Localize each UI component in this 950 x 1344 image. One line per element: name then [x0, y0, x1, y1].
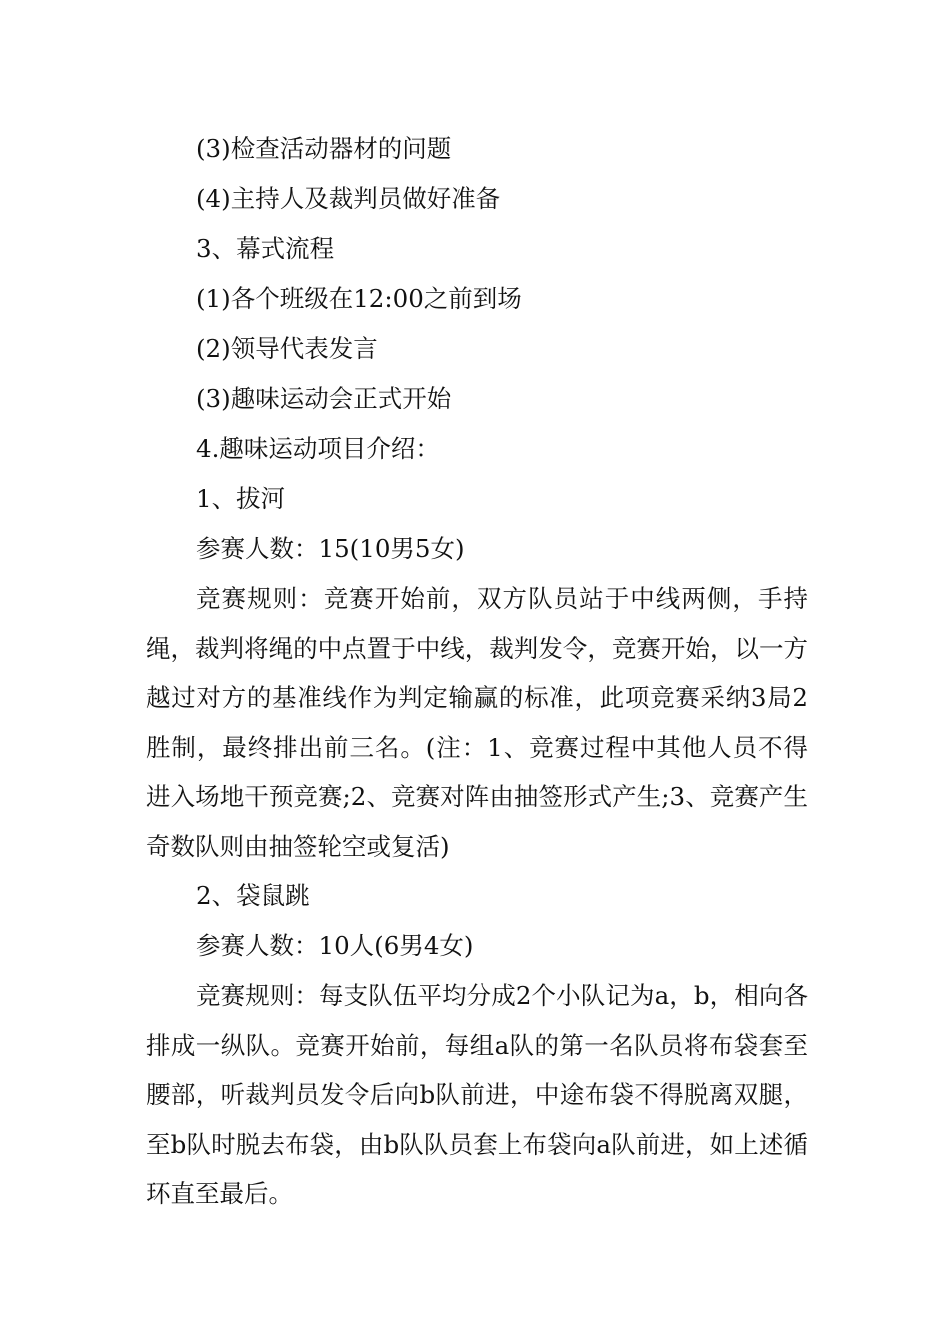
document-body: [146, 124, 808, 1219]
event-rules-tug-of-war: 竞赛规则：竞赛开始前，双方队员站于中线两侧，手持绳，裁判将绳的中点置于中线，裁判发令，竞赛开始，以一方越过对方的基准线作为判定输赢的标准，此项竞赛采纳3局2胜制，最终排出前三名。(注：1、竞赛过程中其他人员不得进入场地干预竞赛;2、竞赛对阵由抽签形式产生;3、竞赛产生奇数队则由抽签轮空或复活): [146, 584, 808, 861]
section-heading-process: 3、幕式流程: [196, 234, 335, 263]
event-title-tug-of-war: 1、拔河: [196, 484, 286, 513]
text-line-arrive: (1)各个班级在12:00之前到场: [196, 284, 522, 313]
text-line-host-referee: (4)主持人及裁判员做好准备: [196, 184, 501, 213]
section-heading-events: 4.趣味运动项目介绍：: [196, 434, 440, 463]
event-title-sack-race: 2、袋鼠跳: [196, 881, 310, 910]
text-line-check-equipment: (3)检查活动器材的问题: [196, 134, 452, 163]
event-rules-sack-race: 竞赛规则：每支队伍平均分成2个小队记为a，b，相向各排成一纵队。竞赛开始前，每组a队的第一名队员将布袋套至腰部，听裁判员发令后向b队前进，中途布袋不得脱离双腿，至b队时脱去布袋，由b队队员套上布袋向a队前进，如上述循环直至最后。: [146, 981, 808, 1208]
event-participants-tug-of-war: 参赛人数：15(10男5女): [196, 534, 465, 563]
text-line-start: (3)趣味运动会正式开始: [196, 384, 452, 413]
text-line-speech: (2)领导代表发言: [196, 334, 378, 363]
event-participants-sack-race: 参赛人数：10人(6男4女): [196, 931, 474, 960]
